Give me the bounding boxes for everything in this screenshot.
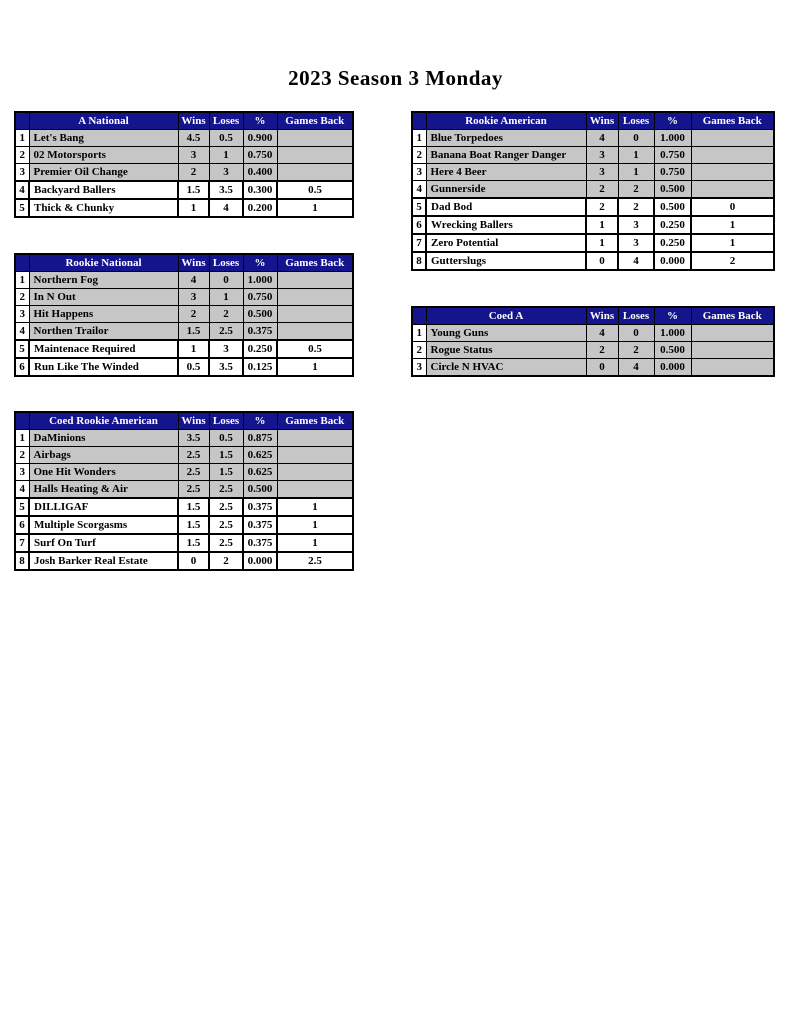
games-back-cell: 1	[277, 534, 353, 552]
rank-column-header	[15, 412, 29, 430]
rank-cell: 3	[15, 164, 29, 182]
loses-cell: 2	[209, 552, 243, 570]
team-name-cell: Wrecking Ballers	[426, 216, 586, 234]
pct-cell: 0.000	[243, 552, 277, 570]
rank-cell: 2	[412, 342, 426, 359]
games-back-cell	[691, 359, 774, 377]
rank-cell: 2	[412, 147, 426, 164]
games-back-cell	[691, 147, 774, 164]
team-row	[15, 306, 353, 323]
pct-cell: 0.500	[654, 181, 691, 199]
wins-cell: 4	[586, 325, 618, 342]
pct-cell: 1.000	[243, 272, 277, 289]
division-name-header: Coed Rookie American	[29, 412, 178, 430]
rank-cell: 1	[412, 325, 426, 342]
team-name-cell: Backyard Ballers	[29, 181, 178, 199]
pct-cell: 0.375	[243, 498, 277, 516]
rank-cell: 7	[412, 234, 426, 252]
team-name-cell: Premier Oil Change	[29, 164, 178, 182]
games-back-cell: 1	[691, 234, 774, 252]
division-name-header: Coed A	[426, 307, 586, 325]
pct-cell: 0.250	[654, 234, 691, 252]
games-back-cell: 0.5	[277, 340, 353, 358]
wins-column-header: Wins	[178, 254, 209, 272]
rank-column-header	[412, 112, 426, 130]
wins-cell: 1	[586, 216, 618, 234]
pct-cell: 0.375	[243, 516, 277, 534]
rank-cell: 5	[15, 340, 29, 358]
team-name-cell: Surf On Turf	[29, 534, 178, 552]
team-row	[412, 252, 774, 270]
rank-cell: 7	[15, 534, 29, 552]
rank-cell: 5	[15, 199, 29, 217]
pct-cell: 0.000	[654, 252, 691, 270]
wins-cell: 1	[586, 234, 618, 252]
loses-cell: 1	[209, 147, 243, 164]
pct-column-header: %	[243, 112, 277, 130]
wins-cell: 3	[586, 164, 618, 181]
loses-cell: 1	[618, 164, 654, 181]
standings-table-coed-rookie-american	[14, 411, 354, 571]
wins-column-header: Wins	[586, 112, 618, 130]
games-back-column-header: Games Back	[691, 112, 774, 130]
table-container-rookie-american	[411, 111, 775, 271]
games-back-cell	[277, 323, 353, 341]
team-name-cell: Banana Boat Ranger Danger	[426, 147, 586, 164]
team-name-cell: Gunnerside	[426, 181, 586, 199]
rank-cell: 4	[412, 181, 426, 199]
pct-cell: 0.200	[243, 199, 277, 217]
team-row	[15, 534, 353, 552]
wins-cell: 2	[178, 164, 209, 182]
wins-cell: 1.5	[178, 498, 209, 516]
team-name-cell: Hit Happens	[29, 306, 178, 323]
pct-cell: 0.750	[243, 289, 277, 306]
team-name-cell: Young Guns	[426, 325, 586, 342]
header-row	[412, 307, 774, 325]
rank-cell: 8	[15, 552, 29, 570]
rank-cell: 2	[15, 289, 29, 306]
loses-cell: 4	[618, 359, 654, 377]
rank-cell: 4	[15, 323, 29, 341]
games-back-cell	[691, 181, 774, 199]
rank-cell: 4	[15, 181, 29, 199]
loses-cell: 4	[209, 199, 243, 217]
games-back-cell	[277, 272, 353, 289]
page-title: 2023 Season 3 Monday	[288, 66, 503, 90]
rank-cell: 5	[15, 498, 29, 516]
wins-cell: 3	[178, 147, 209, 164]
team-name-cell: Rogue Status	[426, 342, 586, 359]
team-row	[412, 342, 774, 359]
pct-cell: 0.300	[243, 181, 277, 199]
wins-cell: 1.5	[178, 323, 209, 341]
pct-cell: 0.375	[243, 534, 277, 552]
loses-cell: 3	[209, 164, 243, 182]
standings-table-rookie-american	[411, 111, 775, 271]
rank-cell: 6	[15, 358, 29, 376]
loses-cell: 0.5	[209, 430, 243, 447]
pct-cell: 0.000	[654, 359, 691, 377]
loses-cell: 2	[618, 342, 654, 359]
wins-cell: 2	[586, 181, 618, 199]
pct-cell: 0.500	[654, 198, 691, 216]
pct-cell: 0.125	[243, 358, 277, 376]
rank-cell: 3	[412, 164, 426, 181]
loses-cell: 3.5	[209, 358, 243, 376]
loses-cell: 2	[618, 181, 654, 199]
games-back-cell	[277, 289, 353, 306]
team-name-cell: Blue Torpedoes	[426, 130, 586, 147]
games-back-cell: 1	[277, 358, 353, 376]
team-row	[412, 147, 774, 164]
games-back-cell: 1	[277, 199, 353, 217]
pct-cell: 0.750	[654, 164, 691, 181]
loses-column-header: Loses	[209, 112, 243, 130]
team-row	[15, 464, 353, 481]
rank-cell: 1	[15, 272, 29, 289]
loses-cell: 0	[618, 325, 654, 342]
wins-column-header: Wins	[586, 307, 618, 325]
header-row	[412, 112, 774, 130]
games-back-cell: 1	[277, 498, 353, 516]
games-back-cell: 0	[691, 198, 774, 216]
games-back-cell	[277, 464, 353, 481]
loses-cell: 2.5	[209, 534, 243, 552]
rank-cell: 3	[15, 464, 29, 481]
rank-cell: 2	[15, 147, 29, 164]
team-name-cell: Dad Bod	[426, 198, 586, 216]
team-name-cell: DILLIGAF	[29, 498, 178, 516]
games-back-cell	[691, 130, 774, 147]
wins-cell: 1	[178, 340, 209, 358]
pct-column-header: %	[243, 412, 277, 430]
wins-cell: 0	[178, 552, 209, 570]
table-container-a-national	[14, 111, 354, 218]
standings-table-a-national	[14, 111, 354, 218]
loses-cell: 1	[209, 289, 243, 306]
table-container-rookie-national	[14, 253, 354, 377]
pct-cell: 0.250	[654, 216, 691, 234]
team-name-cell: Zero Potential	[426, 234, 586, 252]
loses-cell: 0	[618, 130, 654, 147]
team-row	[15, 552, 353, 570]
pct-column-header: %	[243, 254, 277, 272]
rank-cell: 1	[412, 130, 426, 147]
team-row	[15, 447, 353, 464]
table-container-coed-a	[411, 306, 775, 377]
team-name-cell: Multiple Scorgasms	[29, 516, 178, 534]
loses-cell: 1.5	[209, 464, 243, 481]
team-name-cell: Run Like The Winded	[29, 358, 178, 376]
loses-column-header: Loses	[618, 112, 654, 130]
games-back-cell	[277, 430, 353, 447]
loses-cell: 0	[209, 272, 243, 289]
rank-column-header	[15, 112, 29, 130]
loses-cell: 2.5	[209, 481, 243, 499]
games-back-cell: 2	[691, 252, 774, 270]
rank-column-header	[412, 307, 426, 325]
wins-cell: 2	[586, 198, 618, 216]
team-row	[412, 164, 774, 181]
wins-cell: 0.5	[178, 358, 209, 376]
loses-cell: 3	[209, 340, 243, 358]
pct-cell: 0.400	[243, 164, 277, 182]
pct-column-header: %	[654, 307, 691, 325]
rank-cell: 1	[15, 130, 29, 147]
wins-column-header: Wins	[178, 412, 209, 430]
team-row	[15, 430, 353, 447]
wins-cell: 2	[178, 306, 209, 323]
games-back-column-header: Games Back	[691, 307, 774, 325]
standings-table-coed-a	[411, 306, 775, 377]
team-name-cell: One Hit Wonders	[29, 464, 178, 481]
standings-table-rookie-national	[14, 253, 354, 377]
games-back-cell	[277, 447, 353, 464]
loses-cell: 2.5	[209, 323, 243, 341]
wins-cell: 3.5	[178, 430, 209, 447]
rank-cell: 6	[15, 516, 29, 534]
wins-cell: 0	[586, 359, 618, 377]
team-name-cell: Circle N HVAC	[426, 359, 586, 377]
team-name-cell: 02 Motorsports	[29, 147, 178, 164]
wins-cell: 4	[178, 272, 209, 289]
pct-cell: 0.500	[243, 481, 277, 499]
division-name-header: Rookie National	[29, 254, 178, 272]
team-row	[412, 216, 774, 234]
games-back-cell	[691, 325, 774, 342]
team-row	[15, 358, 353, 376]
team-row	[412, 234, 774, 252]
pct-cell: 0.900	[243, 130, 277, 147]
loses-cell: 0.5	[209, 130, 243, 147]
games-back-cell: 1	[691, 216, 774, 234]
games-back-cell	[277, 481, 353, 499]
pct-cell: 0.750	[243, 147, 277, 164]
loses-cell: 1.5	[209, 447, 243, 464]
team-row	[412, 359, 774, 377]
team-row	[15, 481, 353, 499]
division-name-header: A National	[29, 112, 178, 130]
rank-cell: 4	[15, 481, 29, 499]
table-container-coed-rookie-american	[14, 411, 354, 571]
wins-cell: 4	[586, 130, 618, 147]
team-row	[15, 147, 353, 164]
loses-cell: 2.5	[209, 516, 243, 534]
loses-column-header: Loses	[209, 412, 243, 430]
loses-cell: 3	[618, 234, 654, 252]
wins-cell: 1	[178, 199, 209, 217]
rank-cell: 2	[15, 447, 29, 464]
team-row	[15, 181, 353, 199]
team-name-cell: Josh Barker Real Estate	[29, 552, 178, 570]
team-name-cell: Gutterslugs	[426, 252, 586, 270]
team-name-cell: DaMinions	[29, 430, 178, 447]
pct-cell: 0.625	[243, 464, 277, 481]
games-back-cell	[277, 147, 353, 164]
wins-cell: 1.5	[178, 181, 209, 199]
wins-cell: 4.5	[178, 130, 209, 147]
loses-cell: 2	[618, 198, 654, 216]
loses-column-header: Loses	[209, 254, 243, 272]
team-name-cell: Maintenace Required	[29, 340, 178, 358]
loses-cell: 4	[618, 252, 654, 270]
team-row	[15, 164, 353, 182]
loses-cell: 1	[618, 147, 654, 164]
rank-cell: 6	[412, 216, 426, 234]
team-row	[412, 181, 774, 199]
pct-cell: 0.250	[243, 340, 277, 358]
pct-cell: 0.625	[243, 447, 277, 464]
team-row	[15, 130, 353, 147]
loses-column-header: Loses	[618, 307, 654, 325]
team-row	[15, 289, 353, 306]
team-row	[15, 516, 353, 534]
header-row	[15, 112, 353, 130]
games-back-column-header: Games Back	[277, 254, 353, 272]
rank-cell: 3	[412, 359, 426, 377]
rank-column-header	[15, 254, 29, 272]
wins-cell: 1.5	[178, 534, 209, 552]
loses-cell: 3	[618, 216, 654, 234]
rank-cell: 8	[412, 252, 426, 270]
games-back-cell	[277, 306, 353, 323]
wins-cell: 0	[586, 252, 618, 270]
team-name-cell: Let's Bang	[29, 130, 178, 147]
games-back-cell	[277, 164, 353, 182]
games-back-column-header: Games Back	[277, 112, 353, 130]
wins-column-header: Wins	[178, 112, 209, 130]
team-row	[15, 199, 353, 217]
rank-cell: 5	[412, 198, 426, 216]
team-row	[15, 272, 353, 289]
wins-cell: 2.5	[178, 464, 209, 481]
wins-cell: 2.5	[178, 481, 209, 499]
wins-cell: 2	[586, 342, 618, 359]
pct-column-header: %	[654, 112, 691, 130]
team-name-cell: Thick & Chunky	[29, 199, 178, 217]
team-name-cell: Halls Heating & Air	[29, 481, 178, 499]
games-back-cell: 2.5	[277, 552, 353, 570]
pct-cell: 0.500	[243, 306, 277, 323]
team-row	[15, 498, 353, 516]
loses-cell: 2.5	[209, 498, 243, 516]
header-row	[15, 412, 353, 430]
team-row	[412, 130, 774, 147]
games-back-cell: 1	[277, 516, 353, 534]
division-name-header: Rookie American	[426, 112, 586, 130]
team-name-cell: Northern Fog	[29, 272, 178, 289]
games-back-cell	[691, 164, 774, 181]
pct-cell: 0.750	[654, 147, 691, 164]
wins-cell: 2.5	[178, 447, 209, 464]
rank-cell: 1	[15, 430, 29, 447]
team-row	[412, 198, 774, 216]
team-name-cell: Here 4 Beer	[426, 164, 586, 181]
team-name-cell: Northen Trailor	[29, 323, 178, 341]
wins-cell: 1.5	[178, 516, 209, 534]
games-back-cell: 0.5	[277, 181, 353, 199]
team-name-cell: Airbags	[29, 447, 178, 464]
wins-cell: 3	[178, 289, 209, 306]
pct-cell: 0.375	[243, 323, 277, 341]
pct-cell: 0.500	[654, 342, 691, 359]
team-row	[15, 340, 353, 358]
loses-cell: 2	[209, 306, 243, 323]
pct-cell: 0.875	[243, 430, 277, 447]
team-name-cell: In N Out	[29, 289, 178, 306]
games-back-cell	[277, 130, 353, 147]
rank-cell: 3	[15, 306, 29, 323]
games-back-column-header: Games Back	[277, 412, 353, 430]
team-row	[15, 323, 353, 341]
pct-cell: 1.000	[654, 325, 691, 342]
pct-cell: 1.000	[654, 130, 691, 147]
header-row	[15, 254, 353, 272]
team-row	[412, 325, 774, 342]
loses-cell: 3.5	[209, 181, 243, 199]
wins-cell: 3	[586, 147, 618, 164]
games-back-cell	[691, 342, 774, 359]
